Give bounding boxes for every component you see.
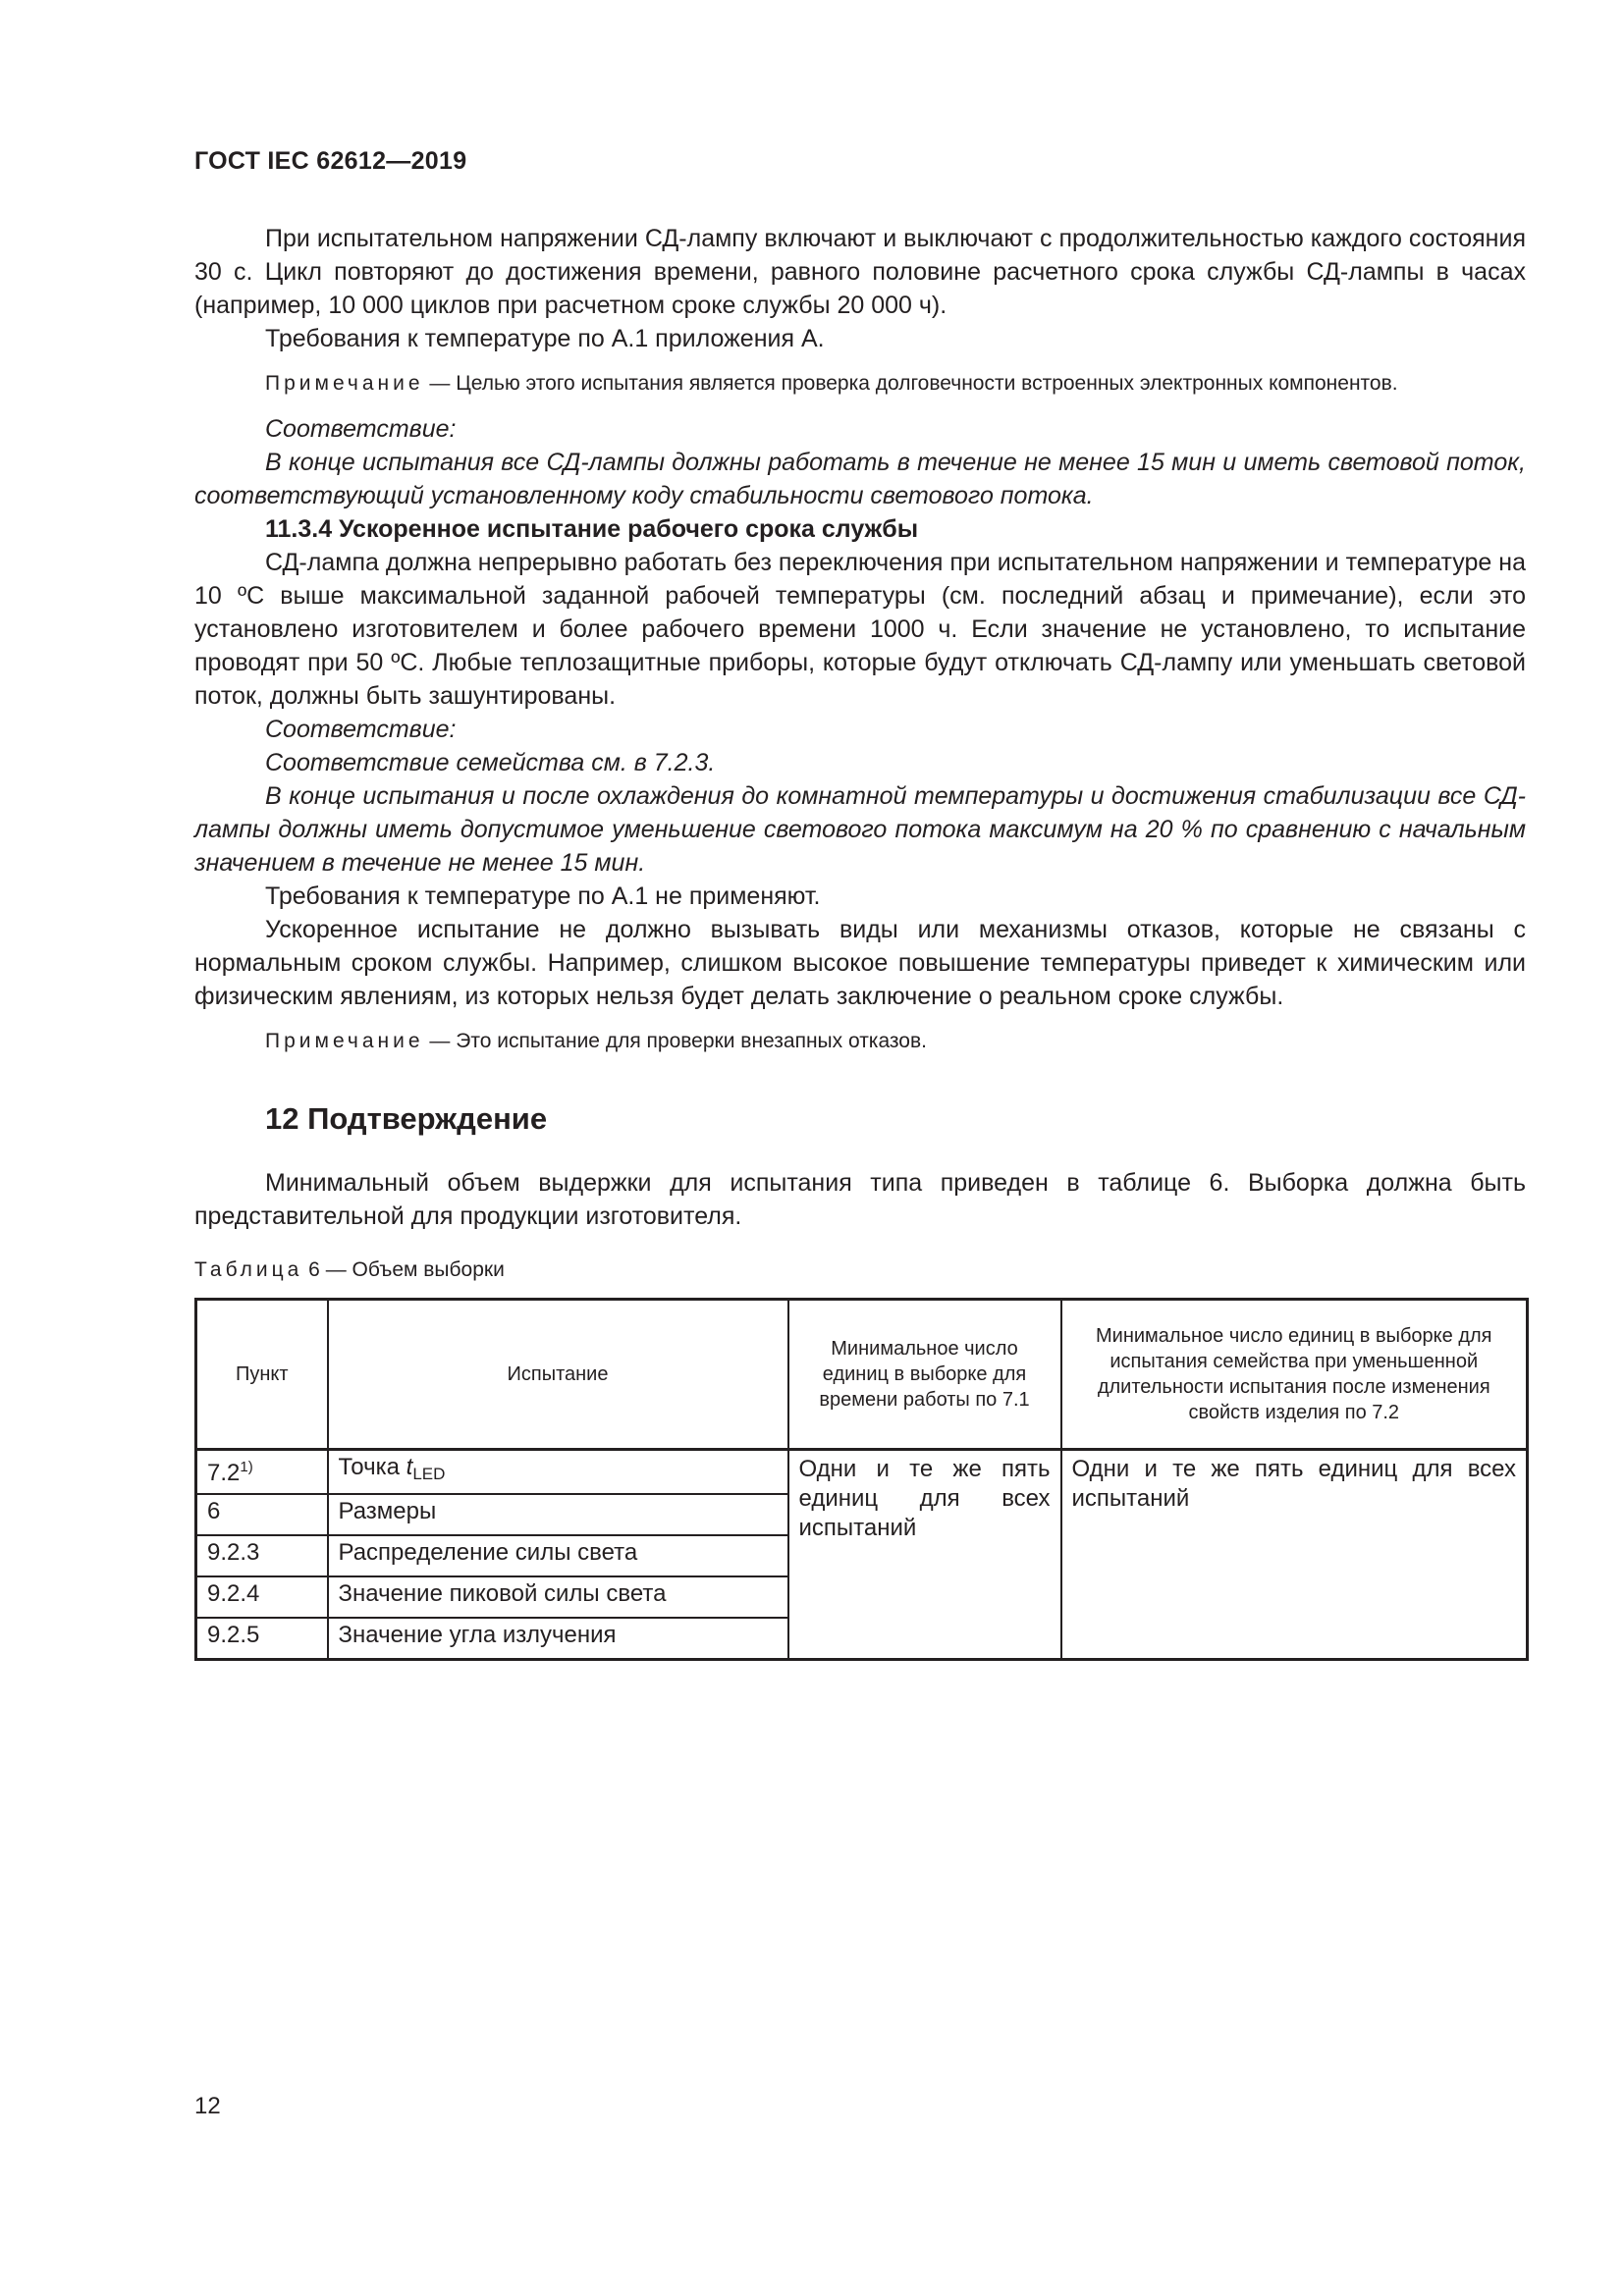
cell-min-units: Одни и те же пять единиц для всех испытаний [788,1450,1061,1660]
document-body [194,222,1526,1661]
page-number: 12 [194,2093,221,2119]
compliance-label: Соответствие: [265,415,457,443]
cell-test: Распределение силы света [328,1535,788,1576]
subsection-title: 11.3.4 Ускоренное испытание рабочего срока службы [265,515,919,543]
cell-item: 9.2.3 [196,1535,328,1576]
header-test: Испытание [328,1300,788,1450]
paragraph-temperature-not-applied: Требования к температуре по А.1 не применяют. [265,882,821,910]
compliance-family-ref: Соответствие семейства см. в 7.2.3. [265,749,716,776]
table-header-row [196,1300,1528,1450]
table-row [196,1450,1528,1495]
cell-test: Значение пиковой силы света [328,1576,788,1618]
table-caption-text: 6 — Объем выборки [302,1258,505,1281]
cell-item: 7.2$^{1)}$ [196,1450,328,1495]
paragraph-temperature-req: Требования к температуре по А.1 приложения А. [265,325,825,352]
paragraph-test-cycle: При испытательном напряжении СД-лампу включают и выключают с продолжительностью каждого состояния 30 с. Цикл повторяют до достижения времени, равного половине расчетного срока службы СД-лампы в часах (например, 10 000 циклов при расчетном сроке службы 20 000 ч). [194,225,1526,319]
header-family-units: Минимальное число единиц в выборке для испытания семейства при уменьшенной длительности испытания после изменения свойств изделия по 7.2 [1061,1300,1528,1450]
document-header: ГОСТ IEC 62612—2019 [194,147,467,175]
compliance-label: Соответствие: [265,716,457,743]
note-sudden-failures [194,1027,1526,1056]
cell-test: Точка $t_{LED}$ [328,1450,788,1495]
sample-size-table [194,1298,1529,1661]
header-min-units: Минимальное число единиц в выборке для времени работы по 7.1 [788,1300,1061,1450]
cell-test: Значение угла излучения [328,1618,788,1660]
paragraph-failure-modes: Ускоренное испытание не должно вызывать виды или механизмы отказов, которые не связаны с нормальным сроком службы. Например, слишком высокое повышение температуры приведет к химическим или физическим явлениям, из которых нельзя будет делать заключение о реальном сроке службы. [194,916,1526,1010]
note-label: Примечание [265,372,424,395]
note-text: — Это испытание для проверки внезапных отказов. [423,1030,927,1052]
section-text: Минимальный объем выдержки для испытания типа приведен в таблице 6. Выборка должна быть представительной для продукции изготовителя. [194,1169,1526,1230]
paragraph-accelerated-test: СД-лампа должна непрерывно работать без переключения при испытательном напряжении и температуре на 10 ºС выше максимальной заданной рабочей температуры (см. последний абзац и примечание), если это установлено изготовителем и более рабочего времени 1000 ч. Если значение не установлено, то испытание проводят при 50 ºС. Любые теплозащитные приборы, которые будут отключать СД-лампу или уменьшать световой поток, должны быть зашунтированы. [194,549,1526,710]
cell-test: Размеры [328,1494,788,1535]
compliance-text: В конце испытания все СД-лампы должны работать в течение не менее 15 мин и иметь световой поток, соответствующий установленному коду стабильности светового потока. [194,449,1526,509]
section-title: 12 Подтверждение [265,1101,548,1136]
table-caption [194,1258,1526,1282]
cell-item: 9.2.5 [196,1618,328,1660]
note-durability [194,369,1526,399]
compliance-text: В конце испытания и после охлаждения до комнатной температуры и достижения стабилизации все СД-лампы должны иметь допустимое уменьшение светового потока максимум на 20 % по сравнению с начальным значением в течение не менее 15 мин. [194,782,1526,877]
cell-item: 9.2.4 [196,1576,328,1618]
note-text: — Целью этого испытания является проверка долговечности встроенных электронных компонентов. [423,372,1398,395]
cell-item: 6 [196,1494,328,1535]
header-item: Пункт [196,1300,328,1450]
table-caption-label: Таблица [194,1258,303,1281]
cell-family-units: Одни и те же пять единиц для всех испытаний [1061,1450,1528,1660]
note-label: Примечание [265,1030,424,1052]
